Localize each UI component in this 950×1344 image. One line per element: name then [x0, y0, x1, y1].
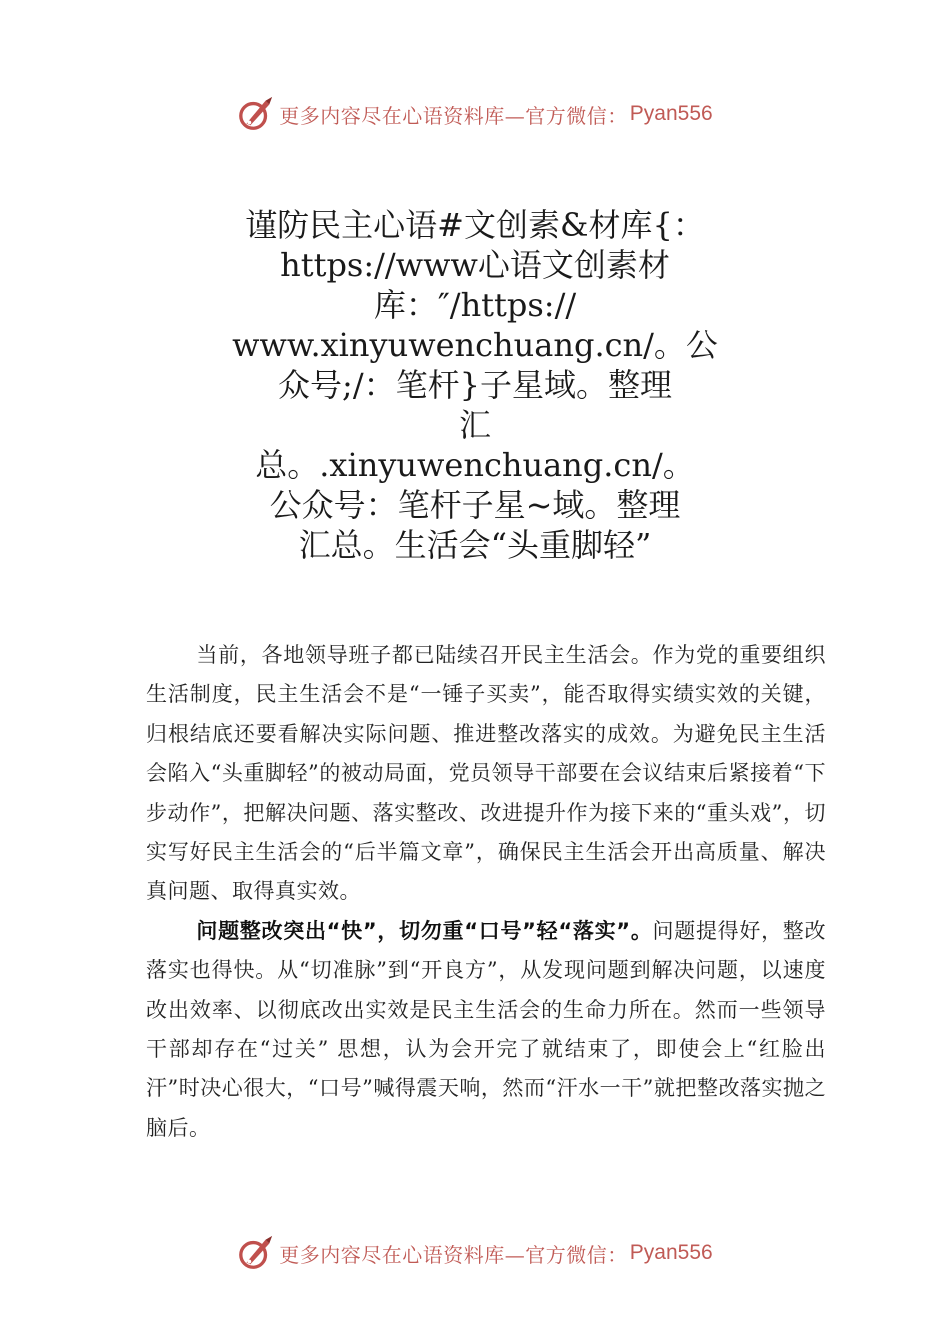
paragraph-text: 问题提得好，整改落实也得快。从“切准脉”到“开良方”，从发现问题到解决问题，以速度改出效率、以彻底改出实效是民主生活会的生命力所在。然而一些领导干部却存在“过关” 思想，认为会开完了就结束了，即使会上“红脸出汗”时决心很大，“口号”喊得震天响，然而“汗水一干”就把整改落实抛之脑后。: [146, 918, 827, 1140]
watermark-text: 更多内容尽在心语资料库—官方微信：: [279, 1242, 628, 1267]
body-paragraph: [146, 636, 826, 912]
title-line: 众号;/：笔杆}子星域。整理: [278, 366, 672, 404]
title-line: 汇总。生活会“头重脚轻”: [298, 526, 652, 564]
title-line: www.xinyuwenchuang.cn/。公: [232, 326, 718, 364]
watermark-wechat-id: Pyan556: [629, 102, 713, 125]
title-line: 谨防民主心语#文创素&材库{：: [245, 206, 705, 244]
title-line: 公众号：笔杆子星~域。整理: [269, 486, 681, 524]
watermark-text: 更多内容尽在心语资料库—官方微信：: [279, 103, 628, 128]
title-line: 汇: [458, 406, 491, 444]
quill-logo-icon: [237, 1234, 275, 1272]
title-line: https://www心语文创素材: [280, 246, 670, 284]
title-line: 库：″/https://: [373, 286, 577, 324]
paragraph-text: 当前，各地领导班子都已陆续召开民主生活会。作为党的重要组织生活制度，民主生活会不是“一锤子买卖”，能否取得实绩实效的关键，归根结底还要看解决实际问题、推进整改落实的成效。为避免民主生活会陷入“头重脚轻”的被动局面，党员领导干部要在会议结束后紧接着“下步动作”，把解决问题、落实整改、改进提升作为接下来的“重头戏”，切实写好民主生活会的“后半篇文章”，确保民主生活会开出高质量、解决真问题、取得真实效。: [146, 643, 826, 904]
body-paragraph: [146, 912, 826, 1148]
document-title: [200, 205, 750, 565]
header-watermark-banner: [0, 92, 950, 136]
footer-watermark-banner: [0, 1231, 950, 1275]
quill-logo-icon: [237, 95, 275, 133]
paragraph-heading: 问题整改突出“快”，切勿重“口号”轻“落实”。: [196, 918, 653, 943]
watermark-wechat-id: Pyan556: [629, 1241, 713, 1264]
article-body: [146, 636, 826, 1148]
title-line: 总。.xinyuwenchuang.cn/。: [255, 446, 695, 484]
